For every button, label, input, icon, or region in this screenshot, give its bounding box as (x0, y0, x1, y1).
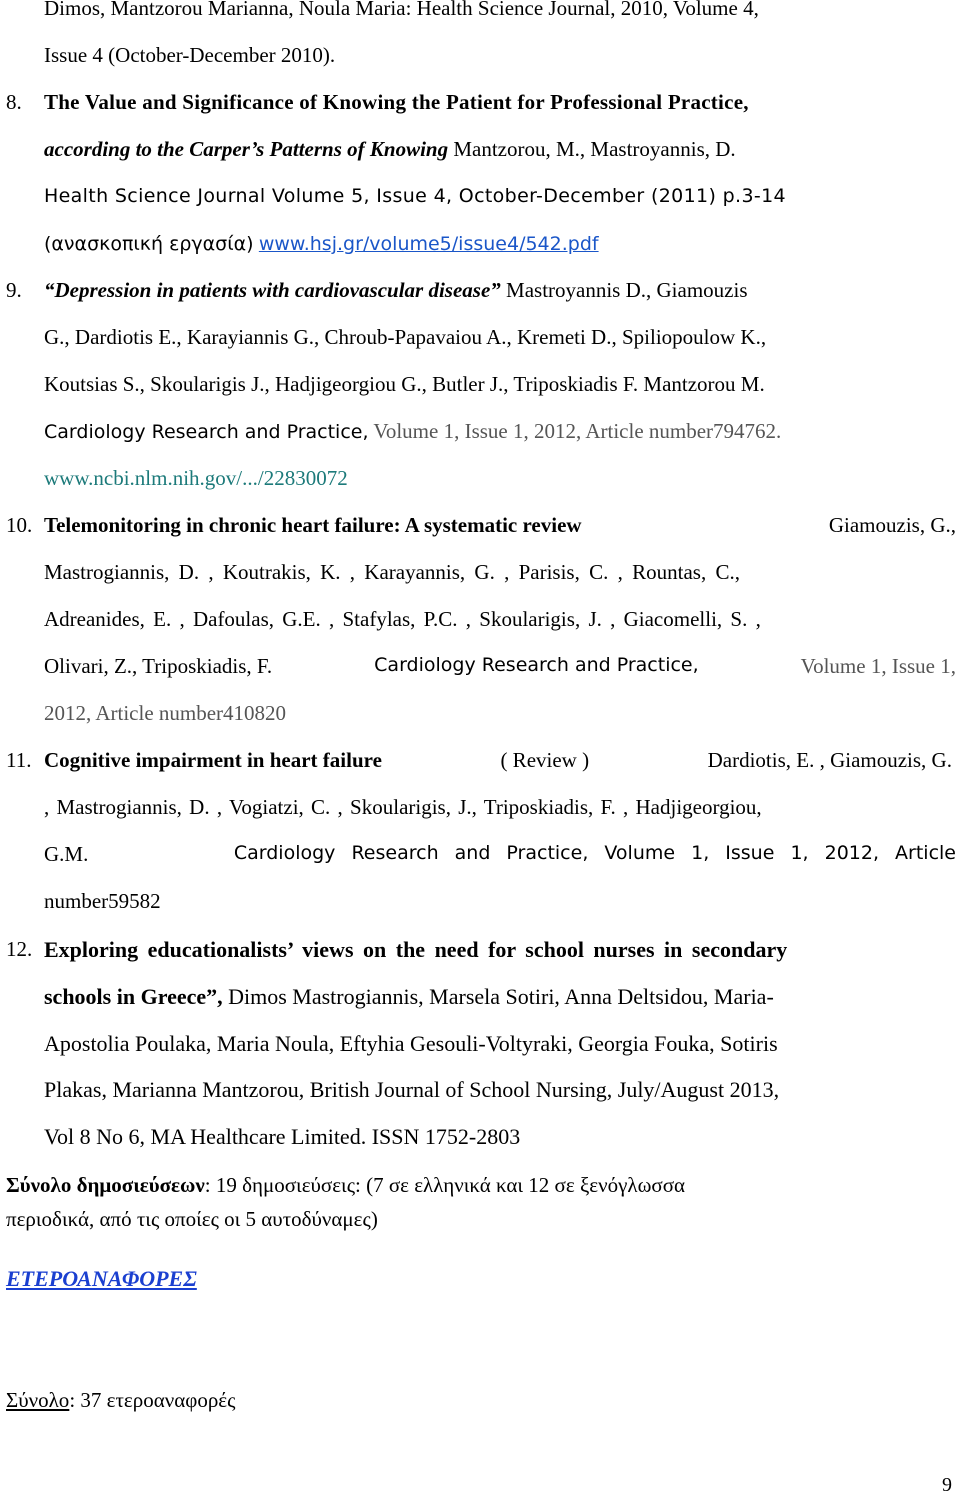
item-title-line (44, 515, 956, 536)
item-authors: Giamouzis, G., (828, 513, 956, 537)
citations-total-text: : 37 ετεροαναφορές (69, 1388, 236, 1412)
item-title: Telemonitoring in chronic heart failure: A systematic review (44, 513, 582, 537)
item-authors-line: Plakas, Marianna Mantzorou, British Journal of School Nursing, July/August 2013, (44, 1077, 780, 1102)
item-title-line (44, 750, 952, 771)
item-volume-cont: 2012, Article number410820 (44, 701, 287, 725)
citations-total-label: Σύνολο (6, 1388, 70, 1412)
item-title: The Value and Significance of Knowing the Patient for Professional Practice, (44, 90, 749, 114)
item-authors: Dimos Mastrogiannis, Marsela Sotiri, Anna Deltsidou, Maria- (228, 984, 774, 1009)
item-number: 9. (6, 278, 22, 302)
item-article: number59582 (44, 889, 161, 913)
item-title-cont: according to the Carper’s Patterns of Knowing (44, 137, 449, 161)
item-link[interactable]: www.ncbi.nlm.nih.gov/.../22830072 (44, 466, 348, 490)
item-journal: Cardiology Research and Practice, (44, 421, 369, 443)
item-title: “Depression in patients with cardiovascular disease” (44, 278, 501, 302)
item-authors-line: Koutsias S., Skoularigis J., Hadjigeorgiou G., Butler J., Triposkiadis F. Mantzorou M. (44, 372, 765, 396)
intro-line-1: Dimos, Mantzorou Marianna, Noula Maria: Health Science Journal, 2010, Volume 4, (44, 0, 759, 20)
item-authors: G.M. (44, 842, 89, 866)
item-volume: Volume 1, Issue 1, 2012, Article number794762. (373, 419, 782, 443)
intro-line-2: Issue 4 (October-December 2010). (44, 43, 336, 67)
item-journal: Cardiology Research and Practice, Volume 1, Issue 1, 2012, Article (233, 842, 956, 864)
item-number: 10. (6, 513, 33, 537)
item-journal-line (44, 656, 956, 677)
item-volume: Volume 1, Issue 1, (800, 654, 956, 678)
summary-text: : 19 δημοσιεύσεις: (7 σε ελληνικά και 12 σε ξενόγλωσσα (204, 1173, 686, 1197)
summary-label: Σύνολο δημοσιεύσεων (6, 1173, 205, 1197)
page-number: 9 (942, 1474, 952, 1496)
item-journal-line (44, 844, 956, 865)
item-number: 12. (6, 937, 33, 961)
item-authors-line: Adreanides, E. , Dafoulas, G.E. , Stafylas, P.C. , Skoularigis, J. , Giacomelli, S. , (44, 607, 761, 631)
item-authors-line: , Mastrogiannis, D. , Vogiatzi, C. , Skoularigis, J., Triposkiadis, F. , Hadjigeorgiou, (44, 795, 762, 819)
item-authors-line: G., Dardiotis E., Karayiannis G., Chroub-Papavaiou A., Kremeti D., Spiliopoulow K., (44, 325, 767, 349)
citations-total (6, 1390, 235, 1411)
item-title-line (44, 986, 774, 1008)
item-journal: Health Science Journal Volume 5, Issue 4, October-December (2011) p.3-14 (44, 185, 786, 207)
publications-summary (6, 1175, 685, 1196)
item-journal-line (44, 421, 781, 442)
item-note: (ανασκοπική εργασία) (44, 233, 254, 255)
item-authors-line: Mastrogiannis, D. , Koutrakis, K. , Karayannis, G. , Parisis, C. , Rountas, C., (44, 560, 740, 584)
item-type: ( Review ) (500, 748, 590, 772)
item-title-line (44, 280, 748, 301)
item-title-cont: schools in Greece”, (44, 984, 223, 1009)
citations-heading: ΕΤΕΡΟΑΝΑΦΟΡΕΣ (6, 1266, 197, 1291)
item-authors: Dardiotis, E. , Giamouzis, G. (707, 748, 952, 772)
item-journal: Cardiology Research and Practice, (374, 654, 699, 676)
item-authors: Mantzorou, M., Mastroyannis, D. (453, 137, 736, 161)
item-link[interactable]: www.hsj.gr/volume5/issue4/542.pdf (258, 233, 599, 255)
item-number: 8. (6, 90, 22, 114)
item-title: Exploring educationalists’ views on the need for school nurses in secondary (44, 937, 788, 962)
item-number: 11. (6, 748, 32, 772)
item-authors-line: Apostolia Poulaka, Maria Noula, Eftyhia Gesouli-Voltyraki, Georgia Fouka, Sotiris (44, 1031, 778, 1056)
item-authors: Mastroyannis D., Giamouzis (506, 278, 748, 302)
item-authors-line: Vol 8 No 6, MA Healthcare Limited. ISSN 1752-2803 (44, 1124, 521, 1149)
item-title-and-authors (44, 139, 736, 160)
item-title: Cognitive impairment in heart failure (44, 748, 382, 772)
item-note-line (44, 233, 599, 254)
summary-text-cont: περιοδικά, από τις οποίες οι 5 αυτοδύναμες) (6, 1207, 378, 1231)
item-authors: Olivari, Z., Triposkiadis, F. (44, 654, 273, 678)
